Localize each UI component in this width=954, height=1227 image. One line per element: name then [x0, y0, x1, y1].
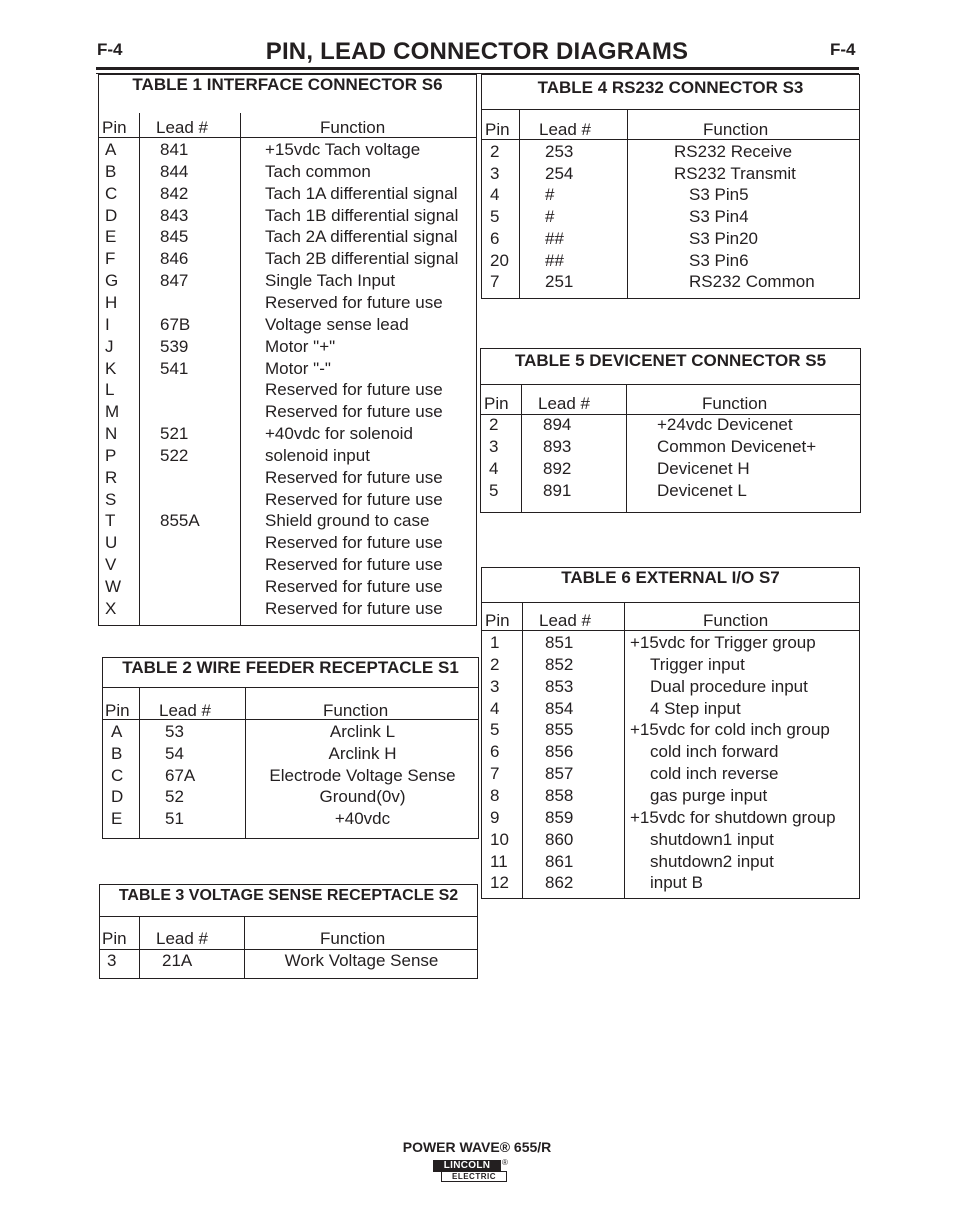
- cell-pin: 12: [490, 873, 509, 893]
- cell-pin: 5: [490, 207, 500, 227]
- cell-pin: A: [105, 140, 117, 159]
- table-3-voltage-sense-receptacle-s2: [99, 884, 478, 979]
- cell-lead: 854: [545, 698, 574, 718]
- cell-pin: J: [105, 336, 114, 356]
- column-header-pin: Pin: [105, 701, 130, 720]
- cell-function: Reserved for future use: [265, 380, 443, 400]
- cell-function: 4 Step input: [650, 698, 741, 718]
- column-header-pin: Pin: [485, 120, 510, 139]
- cell-function: Voltage sense lead: [265, 314, 409, 334]
- cell-function: Arclink L: [329, 722, 396, 741]
- cell-lead: 859: [545, 807, 574, 827]
- cell-pin: 11: [490, 851, 508, 871]
- cell-function: +24vdc Devicenet: [657, 415, 793, 434]
- cell-pin: X: [105, 598, 117, 618]
- column-header-lead: Lead #: [539, 120, 591, 139]
- cell-function: +15vdc Tach voltage: [265, 140, 421, 159]
- column-header-pin: Pin: [485, 611, 510, 630]
- cell-function: Single Tach Input: [265, 271, 396, 291]
- cell-pin: T: [105, 511, 116, 531]
- cell-function: Motor "+": [265, 336, 336, 356]
- cell-function: Ground(0v): [319, 787, 406, 807]
- cell-pin: U: [105, 533, 118, 553]
- cell-function: Shield ground to case: [265, 511, 430, 531]
- cell-function: Common Devicenet+: [657, 437, 817, 456]
- cell-pin: E: [105, 227, 117, 247]
- cell-pin: 7: [490, 272, 500, 292]
- cell-lead: 857: [545, 764, 574, 784]
- column-header-lead: Lead #: [159, 701, 211, 720]
- cell-pin: 4: [490, 698, 500, 718]
- cell-function: Reserved for future use: [265, 577, 443, 596]
- cell-pin: 1: [490, 633, 500, 652]
- cell-pin: G: [105, 271, 119, 291]
- cell-function: +40vdc: [334, 809, 391, 829]
- cell-pin: 2: [489, 415, 499, 434]
- table-title: TABLE 1 INTERFACE CONNECTOR S6: [132, 75, 443, 94]
- cell-lead: 541: [160, 358, 189, 378]
- cell-lead: 539: [160, 336, 189, 356]
- cell-lead: 53: [165, 722, 184, 741]
- cell-lead: 855A: [160, 511, 200, 531]
- cell-function: input B: [650, 873, 703, 893]
- cell-function: cold inch forward: [650, 742, 779, 762]
- cell-lead: 845: [160, 227, 189, 247]
- cell-function: Motor "-": [265, 358, 331, 378]
- logo-bottom-text: ELECTRIC: [441, 1171, 507, 1182]
- cell-pin: D: [111, 787, 124, 807]
- cell-function: Reserved for future use: [265, 555, 443, 575]
- table-2-wire-feeder-receptacle-s1: [102, 657, 479, 839]
- cell-pin: 8: [490, 785, 500, 805]
- cell-pin: 5: [489, 481, 499, 500]
- cell-lead: 858: [545, 785, 574, 805]
- cell-function: Dual procedure input: [650, 676, 808, 696]
- cell-lead: 891: [543, 481, 572, 500]
- cell-function: gas purge input: [650, 785, 768, 805]
- logo-top-text: LINCOLN: [433, 1160, 501, 1172]
- cell-function: Reserved for future use: [265, 402, 443, 422]
- cell-lead: 843: [160, 205, 189, 225]
- cell-lead: 847: [160, 271, 189, 291]
- cell-pin: 3: [107, 951, 117, 970]
- cell-lead: 251: [545, 272, 574, 292]
- cell-function: S3 Pin5: [689, 185, 749, 205]
- cell-pin: V: [105, 555, 117, 575]
- cell-function: Tach 2B differential signal: [265, 249, 459, 269]
- cell-lead: 52: [165, 787, 184, 807]
- cell-pin: E: [111, 809, 123, 829]
- cell-lead: 254: [545, 163, 574, 183]
- cell-function: Tach 2A differential signal: [265, 227, 458, 247]
- cell-function: RS232 Receive: [674, 142, 793, 161]
- cell-lead: ##: [545, 250, 564, 270]
- cell-lead: 844: [160, 161, 189, 181]
- table-1-interface-connector-s6: [98, 74, 477, 626]
- table-6-external-io-s7: [481, 567, 860, 899]
- cell-lead: #: [545, 185, 555, 205]
- cell-function: Reserved for future use: [265, 292, 443, 312]
- cell-pin: 5: [490, 720, 500, 740]
- cell-function: cold inch reverse: [650, 764, 779, 784]
- cell-pin: N: [105, 424, 118, 444]
- cell-function: Reserved for future use: [265, 467, 443, 487]
- cell-pin: A: [111, 722, 123, 741]
- cell-function: S3 Pin20: [689, 228, 758, 248]
- cell-function: +40vdc for solenoid: [265, 424, 413, 444]
- page-title: PIN, LEAD CONNECTOR DIAGRAMS: [265, 38, 689, 65]
- logo-registered-mark: ®: [502, 1158, 508, 1167]
- cell-pin: 3: [490, 163, 500, 183]
- cell-function: shutdown1 input: [650, 829, 774, 849]
- cell-lead: 892: [543, 459, 572, 478]
- cell-pin: 6: [490, 228, 500, 248]
- cell-pin: 20: [490, 250, 509, 270]
- lincoln-electric-logo: [433, 1160, 509, 1182]
- header-rule-thick: [96, 67, 859, 70]
- page-code-right: F-4: [830, 40, 856, 59]
- column-header-function: Function: [702, 394, 768, 413]
- column-header-function: Function: [703, 611, 769, 630]
- cell-pin: R: [105, 467, 118, 487]
- cell-lead: 852: [545, 654, 574, 674]
- cell-pin: 2: [490, 654, 500, 674]
- cell-pin: 4: [490, 185, 500, 205]
- cell-pin: B: [111, 743, 123, 763]
- cell-pin: 4: [489, 459, 499, 478]
- column-header-lead: Lead #: [156, 118, 208, 137]
- cell-pin: 9: [490, 807, 500, 827]
- cell-function: S3 Pin6: [689, 250, 749, 270]
- table-title: TABLE 5 DEVICENET CONNECTOR S5: [514, 351, 827, 370]
- cell-function: Trigger input: [650, 654, 745, 674]
- cell-function: Work Voltage Sense: [284, 951, 439, 970]
- table-title: TABLE 3 VOLTAGE SENSE RECEPTACLE S2: [118, 887, 459, 904]
- column-header-function: Function: [323, 701, 389, 720]
- cell-function: Tach 1B differential signal: [265, 205, 459, 225]
- column-header-function: Function: [320, 118, 386, 137]
- cell-lead: 853: [545, 676, 574, 696]
- cell-function: RS232 Common: [689, 272, 815, 292]
- column-header-pin: Pin: [102, 118, 127, 137]
- table-4-rs232-connector-s3: [481, 74, 860, 299]
- cell-lead: 521: [160, 424, 189, 444]
- cell-function: Reserved for future use: [265, 489, 443, 509]
- cell-lead: 851: [545, 633, 574, 652]
- table-title: TABLE 4 RS232 CONNECTOR S3: [537, 78, 804, 97]
- cell-function: Reserved for future use: [265, 598, 443, 618]
- cell-function: shutdown2 input: [650, 851, 774, 871]
- cell-pin: B: [105, 161, 117, 181]
- cell-pin: 6: [490, 742, 500, 762]
- column-header-lead: Lead #: [156, 929, 208, 948]
- cell-lead: #: [545, 207, 555, 227]
- cell-pin: C: [105, 183, 118, 203]
- cell-lead: 54: [165, 743, 184, 763]
- cell-lead: 860: [545, 829, 574, 849]
- cell-pin: M: [105, 402, 120, 422]
- cell-lead: 253: [545, 142, 574, 161]
- cell-pin: K: [105, 358, 117, 378]
- cell-lead: 21A: [162, 951, 193, 970]
- cell-pin: P: [105, 445, 117, 465]
- footer-model-name: POWER WAVE® 655/R: [402, 1139, 552, 1155]
- cell-function: +15vdc for cold inch group: [630, 720, 830, 740]
- cell-lead: ##: [545, 228, 564, 248]
- cell-pin: C: [111, 765, 124, 785]
- cell-function: +15vdc for Trigger group: [630, 633, 816, 652]
- cell-lead: 67B: [160, 314, 191, 334]
- cell-pin: 10: [490, 829, 509, 849]
- cell-lead: 861: [545, 851, 574, 871]
- cell-function: RS232 Transmit: [674, 163, 796, 183]
- column-header-function: Function: [320, 929, 386, 948]
- cell-lead: 894: [543, 415, 572, 434]
- column-header-lead: Lead #: [538, 394, 590, 413]
- cell-function: Devicenet L: [657, 481, 747, 500]
- cell-lead: 862: [545, 873, 574, 893]
- table-5-devicenet-connector-s5: [480, 348, 861, 513]
- cell-function: Reserved for future use: [265, 533, 443, 553]
- cell-function: Tach common: [265, 161, 371, 181]
- cell-pin: F: [105, 249, 116, 269]
- page-code-left: F-4: [97, 40, 123, 59]
- cell-lead: 893: [543, 437, 572, 456]
- cell-function: Electrode Voltage Sense: [269, 765, 456, 785]
- table-title: TABLE 2 WIRE FEEDER RECEPTACLE S1: [122, 658, 459, 677]
- column-header-pin: Pin: [484, 394, 509, 413]
- cell-pin: D: [105, 205, 118, 225]
- cell-lead: 855: [545, 720, 574, 740]
- cell-pin: W: [105, 577, 122, 596]
- cell-lead: 67A: [165, 765, 196, 785]
- cell-function: S3 Pin4: [689, 207, 749, 227]
- cell-pin: 2: [490, 142, 500, 161]
- cell-pin: 3: [489, 437, 499, 456]
- cell-function: +15vdc for shutdown group: [630, 807, 836, 827]
- cell-lead: 846: [160, 249, 189, 269]
- cell-lead: 522: [160, 445, 189, 465]
- cell-pin: H: [105, 292, 118, 312]
- cell-function: Devicenet H: [657, 459, 750, 478]
- table-title: TABLE 6 EXTERNAL I/O S7: [561, 568, 780, 587]
- cell-function: Tach 1A differential signal: [265, 183, 458, 203]
- cell-pin: L: [105, 380, 115, 400]
- column-header-lead: Lead #: [539, 611, 591, 630]
- cell-function: Arclink H: [328, 743, 397, 763]
- cell-pin: 3: [490, 676, 500, 696]
- column-header-pin: Pin: [102, 929, 127, 948]
- cell-lead: 51: [165, 809, 184, 829]
- cell-lead: 841: [160, 140, 189, 159]
- cell-pin: 7: [490, 764, 500, 784]
- cell-lead: 842: [160, 183, 189, 203]
- cell-lead: 856: [545, 742, 574, 762]
- cell-function: solenoid input: [265, 445, 370, 465]
- cell-pin: I: [105, 314, 110, 334]
- column-header-function: Function: [703, 120, 769, 139]
- cell-pin: S: [105, 489, 117, 509]
